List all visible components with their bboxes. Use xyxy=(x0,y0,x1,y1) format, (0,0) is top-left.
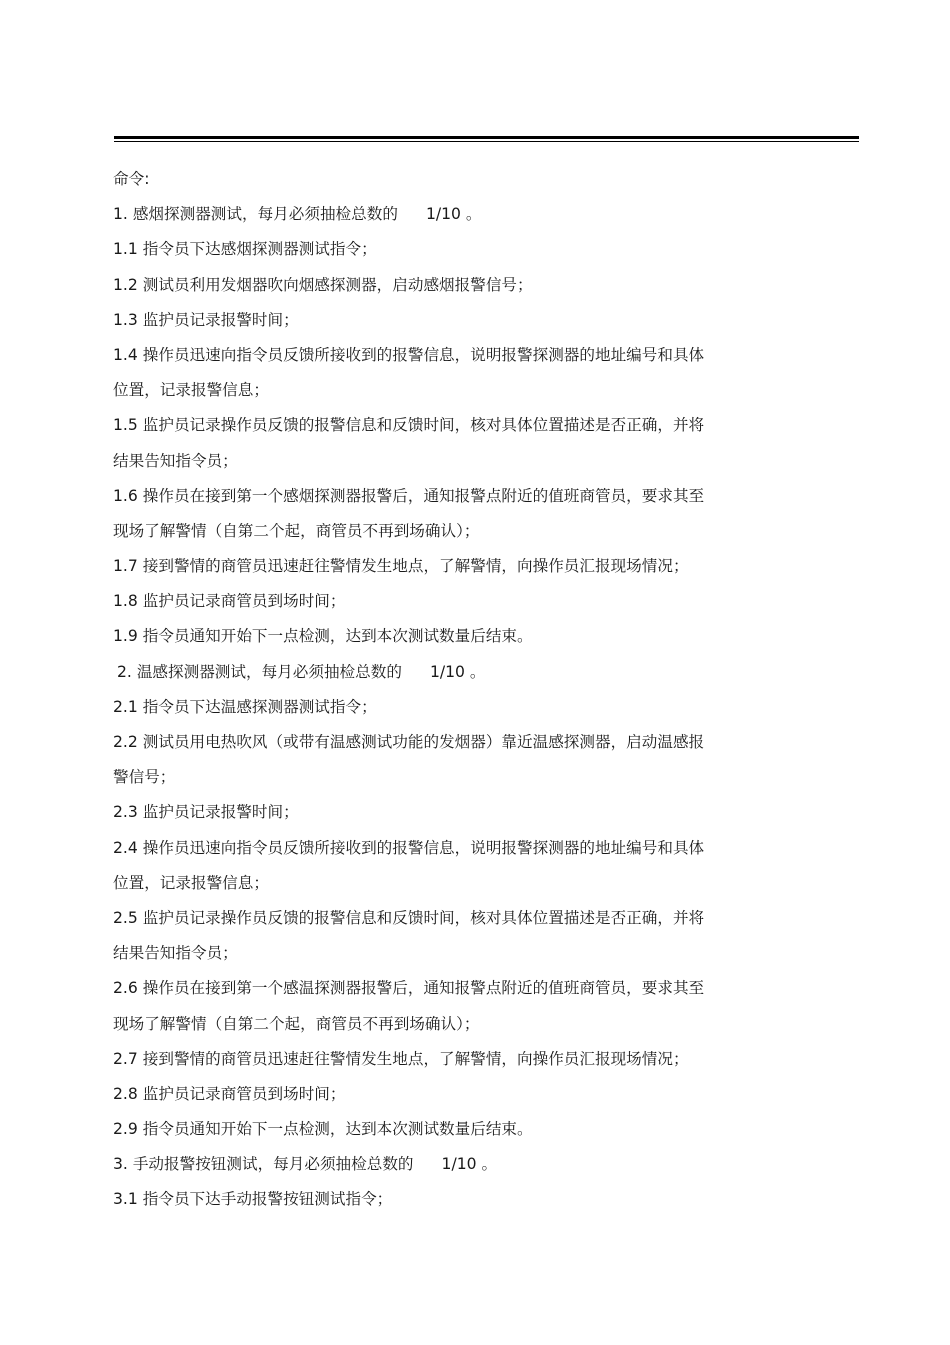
ratio-2: 1/10 。 xyxy=(429,662,486,681)
item-1-6-cont: 现场了解警情（自第二个起，商管员不再到场确认）； xyxy=(113,521,480,540)
item-2-7: 2.7 接到警情的商管员迅速赶往警情发生地点，了解警情，向操作员汇报现场情况； xyxy=(113,1049,689,1068)
header-rule-thick xyxy=(114,136,859,139)
item-2-6: 2.6 操作员在接到第一个感温探测器报警后，通知报警点附近的值班商管员，要求其至 xyxy=(113,979,705,998)
item-2: 2. 温感探测器测试，每月必须抽检总数的 1/10 。 xyxy=(117,662,486,681)
item-1-1: 1.1 指令员下达感烟探测器测试指令； xyxy=(113,240,377,259)
item-1-9: 1.9 指令员通知开始下一点检测，达到本次测试数量后结束。 xyxy=(113,627,533,646)
item-2-3: 2.3 监护员记录报警时间； xyxy=(113,803,299,822)
item-1-5-cont: 结果告知指令员； xyxy=(113,451,238,470)
item-1-2: 1.2 测试员利用发烟器吹向烟感探测器，启动感烟报警信号； xyxy=(113,275,533,294)
item-1-8: 1.8 监护员记录商管员到场时间； xyxy=(113,592,346,611)
ratio-3: 1/10 。 xyxy=(441,1155,498,1174)
item-1-3: 1.3 监护员记录报警时间； xyxy=(113,310,299,329)
item-2-5: 2.5 监护员记录操作员反馈的报警信息和反馈时间，核对具体位置描述是否正确，并将 xyxy=(113,908,705,927)
item-2-9: 2.9 指令员通知开始下一点检测，达到本次测试数量后结束。 xyxy=(113,1120,533,1139)
item-2-2-cont: 警信号； xyxy=(113,768,176,787)
item-2-5-cont: 结果告知指令员； xyxy=(113,944,238,963)
item-2-2: 2.2 测试员用电热吹风（或带有温感测试功能的发烟器）靠近温感探测器，启动温感报 xyxy=(113,733,705,751)
item-2-1: 2.1 指令员下达温感探测器测试指令； xyxy=(113,697,377,716)
section-heading: 命令: xyxy=(113,170,150,188)
item-1-4: 1.4 操作员迅速向指令员反馈所接收到的报警信息，说明报警探测器的地址编号和具体 xyxy=(113,345,705,364)
document-body xyxy=(113,162,803,1218)
item-2-4: 2.4 操作员迅速向指令员反馈所接收到的报警信息，说明报警探测器的地址编号和具体 xyxy=(113,838,705,857)
item-1-5: 1.5 监护员记录操作员反馈的报警信息和反馈时间，核对具体位置描述是否正确，并将 xyxy=(113,416,705,435)
item-3-1: 3.1 指令员下达手动报警按钮测试指令； xyxy=(113,1190,393,1209)
ratio-1: 1/10 。 xyxy=(425,205,482,224)
item-1-4-cont: 位置，记录报警信息； xyxy=(113,381,269,400)
item-1-6: 1.6 操作员在接到第一个感烟探测器报警后，通知报警点附近的值班商管员，要求其至 xyxy=(113,486,705,505)
item-1-7: 1.7 接到警情的商管员迅速赶往警情发生地点，了解警情，向操作员汇报现场情况； xyxy=(113,557,689,576)
item-3: 3. 手动报警按钮测试，每月必须抽检总数的 1/10 。 xyxy=(113,1155,498,1174)
header-rule-thin xyxy=(114,141,859,142)
item-2-8: 2.8 监护员记录商管员到场时间； xyxy=(113,1084,346,1103)
item-1: 1. 感烟探测器测试，每月必须抽检总数的 1/10 。 xyxy=(113,205,482,224)
item-2-6-cont: 现场了解警情（自第二个起，商管员不再到场确认）； xyxy=(113,1014,480,1033)
item-2-4-cont: 位置，记录报警信息； xyxy=(113,873,269,892)
